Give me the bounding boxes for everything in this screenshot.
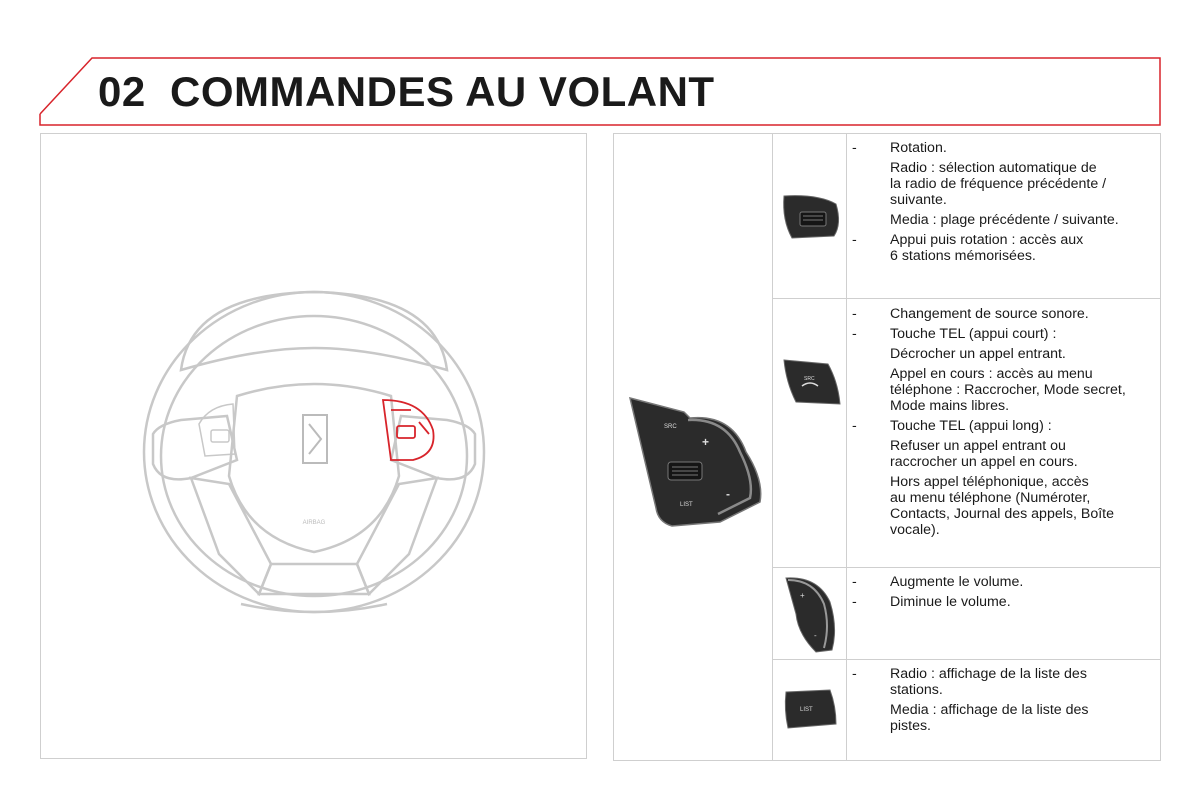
minus-label: - xyxy=(726,487,730,501)
row-2-description xyxy=(852,306,1157,542)
src-label: SRC xyxy=(664,424,677,430)
table-row-divider xyxy=(772,298,1161,299)
line-text: Media : affichage de la liste des pistes. xyxy=(890,702,1089,734)
page-title: COMMANDES AU VOLANT xyxy=(170,68,715,115)
row-1-description xyxy=(852,140,1157,268)
list-small-label: LIST xyxy=(800,707,813,713)
description-line xyxy=(852,438,1157,470)
list-label: LIST xyxy=(680,502,693,508)
line-text: Décrocher un appel entrant. xyxy=(890,346,1066,362)
description-line xyxy=(852,326,1157,342)
control-cluster-image xyxy=(620,390,770,530)
plus-label: + xyxy=(702,435,710,449)
bullet-dash: - xyxy=(852,594,857,610)
bullet-dash: - xyxy=(852,306,857,322)
bullet-dash: - xyxy=(852,232,857,248)
bullet-dash: - xyxy=(852,666,857,682)
description-line xyxy=(852,418,1157,434)
line-text: Radio : affichage de la liste des stations. xyxy=(890,666,1087,698)
description-line xyxy=(852,594,1157,610)
row-4-description xyxy=(852,666,1157,738)
right-controls-highlight xyxy=(383,400,434,460)
line-text: Media : plage précédente / suivante. xyxy=(890,212,1119,228)
line-text: Hors appel téléphonique, accès au menu téléphone (Numéroter, Contacts, Journal des appels, Boîte vocale). xyxy=(890,474,1114,538)
rotary-wheel-icon xyxy=(778,190,844,242)
description-line xyxy=(852,306,1157,322)
description-line xyxy=(852,574,1157,590)
table-column-divider xyxy=(772,133,773,761)
line-text: Diminue le volume. xyxy=(890,594,1011,610)
line-text: Touche TEL (appui court) : xyxy=(890,326,1057,342)
bullet-dash: - xyxy=(852,418,857,434)
airbag-label: AIRBAG xyxy=(302,520,326,526)
steering-wheel-illustration xyxy=(41,134,586,758)
description-line xyxy=(852,702,1157,734)
list-button-icon xyxy=(780,686,840,732)
src-tel-button-icon xyxy=(778,352,844,408)
bullet-dash: - xyxy=(852,140,857,156)
src-small-label: SRC xyxy=(804,376,815,382)
steering-wheel-panel xyxy=(40,133,587,759)
line-text: Rotation. xyxy=(890,140,947,156)
line-text: Touche TEL (appui long) : xyxy=(890,418,1052,434)
line-text: Augmente le volume. xyxy=(890,574,1024,590)
bullet-dash: - xyxy=(852,574,857,590)
description-line xyxy=(852,346,1157,362)
line-text: Radio : sélection automatique de la radio de fréquence précédente / suivante. xyxy=(890,160,1107,208)
line-text: Refuser un appel entrant ou raccrocher un appel en cours. xyxy=(890,438,1078,470)
description-line xyxy=(852,160,1157,208)
minus-small-label: - xyxy=(814,631,817,640)
description-line xyxy=(852,212,1157,228)
brand-logo-icon xyxy=(303,415,327,463)
plus-small-label: + xyxy=(800,591,805,600)
table-row-divider xyxy=(772,567,1161,568)
description-line xyxy=(852,474,1157,538)
description-line xyxy=(852,666,1157,698)
table-column-divider xyxy=(846,133,847,761)
line-text: Appel en cours : accès au menu téléphone : Raccrocher, Mode secret, Mode mains libres. xyxy=(890,366,1126,414)
chapter-number: 02 xyxy=(98,68,146,115)
description-line xyxy=(852,140,1157,156)
line-text: Changement de source sonore. xyxy=(890,306,1089,322)
line-text: Appui puis rotation : accès aux 6 stations mémorisées. xyxy=(890,232,1084,264)
row-3-description xyxy=(852,574,1157,614)
volume-rocker-icon xyxy=(780,574,842,656)
description-line xyxy=(852,232,1157,264)
bullet-dash: - xyxy=(852,326,857,342)
table-row-divider xyxy=(772,659,1161,660)
description-line xyxy=(852,366,1157,414)
